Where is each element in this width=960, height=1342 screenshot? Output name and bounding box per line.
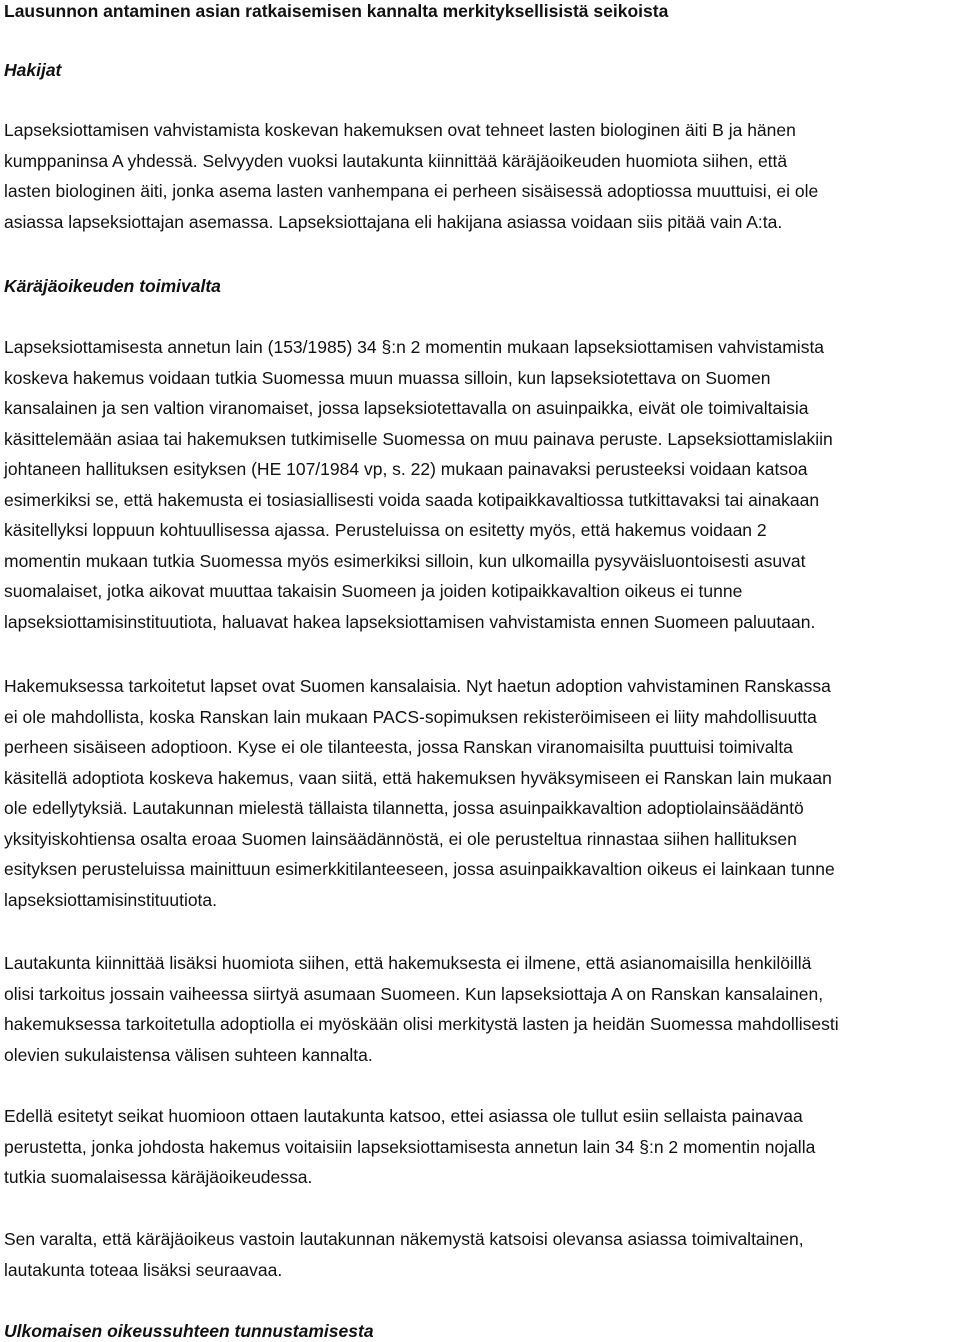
text-line: koskeva hakemus voidaan tutkia Suomessa muun muassa silloin, kun lapseksiotettava on Suomen [4, 367, 771, 388]
text-line: Lapseksiottamisen vahvistamista koskevan hakemuksen ovat tehneet lasten biologinen äiti B ja hänen [4, 120, 796, 140]
text-line: lasten biologinen äiti, jonka asema lasten vanhempana ei perheen sisäisessä adoptiossa muuttuisi, ei ole [4, 181, 819, 201]
text-line: asiassa lapseksiottajan asemassa. Lapseksiottajana eli hakijana asiassa voidaan siis pitää vain A:ta. [4, 211, 783, 232]
text-line: yksityiskohtiensa osalta eroaa Suomen lainsäädännöstä, ei ole perusteltua rinnastaa siihen hallituksen [4, 828, 797, 849]
text-line: hakemuksessa tarkoitetulla adoptiolla ei myöskään olisi merkitystä lasten ja heidän Suomessa mahdollisesti [4, 1014, 839, 1034]
text-line: olevien sukulaistensa välisen suhteen kannalta. [4, 1044, 373, 1065]
text-line: tutkia suomalaisessa käräjäoikeudessa. [4, 1167, 313, 1187]
text-line: esityksen perusteluissa mainittuun esimerkkitilanteeseen, jossa asuinpaikkavaltion oikeus ei lainkaan tunne [4, 859, 835, 879]
text-line: käsittelemään asiaa tai hakemuksen tutkimiselle Suomessa on muu painava peruste. Lapseksiottamislakiin [4, 428, 833, 449]
text-line: ole edellytyksiä. Lautakunnan mielestä tällaista tilannetta, jossa asuinpaikkavaltion adoptiolainsäädäntö [4, 798, 804, 818]
text-line: lapseksiottamisinstituutiota. [4, 889, 218, 910]
text-line: perustetta, jonka johdosta hakemus voitaisiin lapseksiottamisesta annetun lain 34 §:n 2 momentin nojalla [4, 1136, 816, 1157]
section-heading-toimivalta: Käräjäoikeuden toimivalta [4, 276, 221, 296]
text-line: momentin mukaan tutkia Suomessa myös esimerkiksi silloin, kun ulkomailla pysyväisluontoisesti asuvat [4, 550, 806, 571]
section-heading-tunnustaminen: Ulkomaisen oikeussuhteen tunnustamisesta [4, 1321, 374, 1341]
paragraph-toimivalta-4 [4, 1101, 815, 1193]
paragraph-toimivalta-3 [4, 948, 839, 1070]
text-line: kumppaninsa A yhdessä. Selvyyden vuoksi lautakunta kiinnittää käräjäoikeuden huomiota siihen, että [4, 150, 788, 171]
text-line: olisi tarkoitus jossain vaiheessa siirtyä asumaan Suomeen. Kun lapseksiottaja A on Ranskan kansalainen, [4, 983, 824, 1004]
text-line: Hakemuksessa tarkoitetut lapset ovat Suomen kansalaisia. Nyt haetun adoption vahvistaminen Ranskassa [4, 676, 831, 696]
text-line: Lautakunta kiinnittää lisäksi huomiota siihen, että hakemuksesta ei ilmene, että asianomaisilla henkilöillä [4, 953, 812, 973]
document-title: Lausunnon antaminen asian ratkaisemisen kannalta merkityksellisistä seikoista [4, 1, 669, 21]
text-line: lautakunta toteaa lisäksi seuraavaa. [4, 1259, 283, 1280]
paragraph-hakijat [4, 115, 818, 237]
text-line: ei ole mahdollista, koska Ranskan lain mukaan PACS-sopimuksen rekisteröimiseen ei liity mahdollisuutta [4, 706, 817, 727]
text-line: johtaneen hallituksen esityksen (HE 107/1984 vp, s. 22) mukaan painavaksi perusteeksi voidaan katsoa [4, 459, 808, 479]
text-line: Edellä esitetyt seikat huomioon ottaen lautakunta katsoo, ettei asiassa ole tullut esiin sellaista painavaa [4, 1106, 803, 1126]
text-line: suomalaiset, jotka aikovat muuttaa takaisin Suomeen ja joiden kotipaikkavaltion oikeus ei tunne [4, 581, 743, 601]
text-line: käsitellyksi loppuun kohtuullisessa ajassa. Perusteluissa on esitetty myös, että hakemus voidaan 2 [4, 520, 767, 540]
text-line: lapseksiottamisinstituutiota, haluavat hakea lapseksiottamisen vahvistamista ennen Suomeen paluutaan. [4, 611, 816, 632]
text-line: perheen sisäiseen adoptioon. Kyse ei ole tilanteesta, jossa Ranskan viranomaisilta puuttuisi toimivalta [4, 737, 793, 757]
section-heading-hakijat: Hakijat [4, 60, 62, 80]
paragraph-toimivalta-5 [4, 1224, 804, 1285]
text-line: kansalainen ja sen valtion viranomaiset, jossa lapseksiotettavalla on asuinpaikka, eivät ole toimivaltaisia [4, 398, 809, 418]
text-line: käsitellä adoptiota koskeva hakemus, vaan siitä, että hakemuksen hyväksymiseen ei Ranskan lain mukaan [4, 767, 832, 788]
text-line: Sen varalta, että käräjäoikeus vastoin lautakunnan näkemystä katsoisi olevansa asiassa toimivaltainen, [4, 1229, 804, 1249]
paragraph-toimivalta-1 [4, 332, 833, 637]
paragraph-toimivalta-2 [4, 671, 835, 915]
text-line: esimerkiksi se, että hakemusta ei tosiasiallisesti voida saada kotipaikkavaltiossa tutkittavaksi tai ainakaan [4, 489, 820, 510]
text-line: Lapseksiottamisesta annetun lain (153/1985) 34 §:n 2 momentin mukaan lapseksiottamisen vahvistamista [4, 337, 825, 357]
